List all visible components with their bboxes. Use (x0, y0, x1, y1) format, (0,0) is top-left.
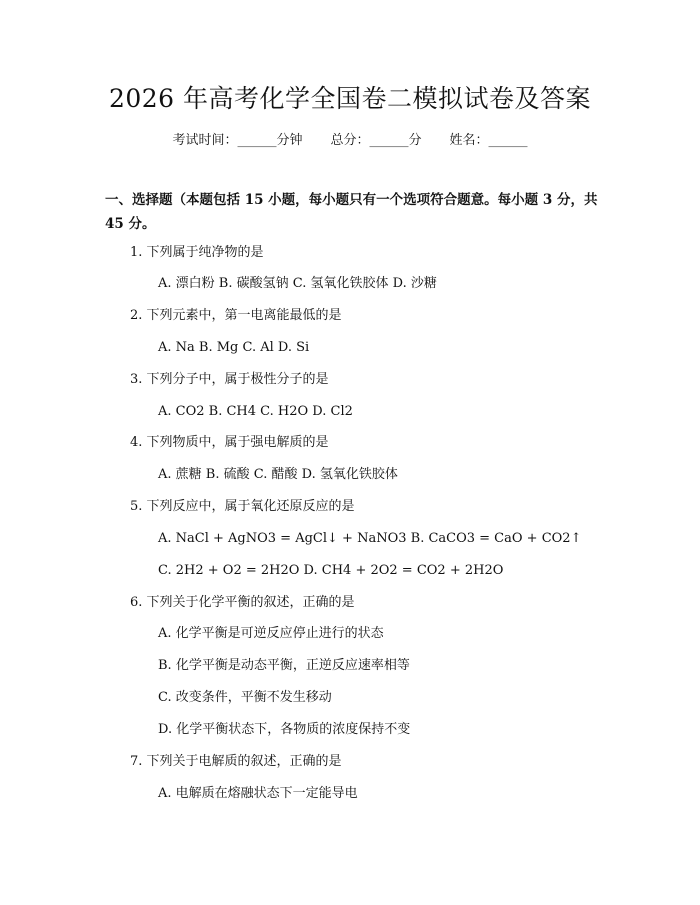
question-stem: 5. 下列反应中，属于氧化还原反应的是 (130, 499, 355, 514)
question-option: B. 化学平衡是动态平衡，正逆反应速率相等 (158, 658, 410, 673)
question-options: A. CO2 B. CH4 C. H2O D. Cl2 (158, 404, 353, 419)
question-options: A. NaCl + AgNO3 = AgCl↓ + NaNO3 B. CaCO3 = CaO + CO2↑ (158, 531, 582, 546)
question-stem: 7. 下列关于电解质的叙述，正确的是 (130, 754, 342, 769)
section-heading: 一、选择题（本题包括 15 小题，每小题只有一个选项符合题意。每小题 3 分，共 45 分。 (105, 192, 598, 232)
question-stem: 1. 下列属于纯净物的是 (130, 245, 264, 260)
page-title: 2026 年高考化学全国卷二模拟试卷及答案 (108, 84, 592, 113)
question-stem: 6. 下列关于化学平衡的叙述，正确的是 (130, 595, 355, 610)
question-options: A. Na B. Mg C. Al D. Si (158, 340, 310, 355)
exam-meta (0, 130, 700, 152)
question-option: A. 化学平衡是可逆反应停止进行的状态 (158, 626, 384, 641)
question-stem: 4. 下列物质中，属于强电解质的是 (130, 435, 329, 450)
question-option: D. 化学平衡状态下，各物质的浓度保持不变 (158, 722, 411, 737)
question-stem: 3. 下列分子中，属于极性分子的是 (130, 372, 329, 387)
question-options: C. 2H2 + O2 = 2H2O D. CH4 + 2O2 = CO2 + 2H2O (158, 563, 504, 578)
name-field: 姓名：______ (449, 133, 528, 148)
question-options: A. 蔗糖 B. 硫酸 C. 醋酸 D. 氢氧化铁胶体 (158, 467, 398, 482)
question-option: A. 电解质在熔融状态下一定能导电 (158, 786, 358, 801)
total-score-field: 总分：______分 (330, 133, 422, 148)
question-option: C. 改变条件，平衡不发生移动 (158, 690, 332, 705)
question-options: A. 漂白粉 B. 碳酸氢钠 C. 氢氧化铁胶体 D. 沙糖 (158, 276, 437, 291)
question-stem: 2. 下列元素中，第一电离能最低的是 (130, 308, 342, 323)
exam-time-field: 考试时间：______分钟 (172, 133, 303, 148)
